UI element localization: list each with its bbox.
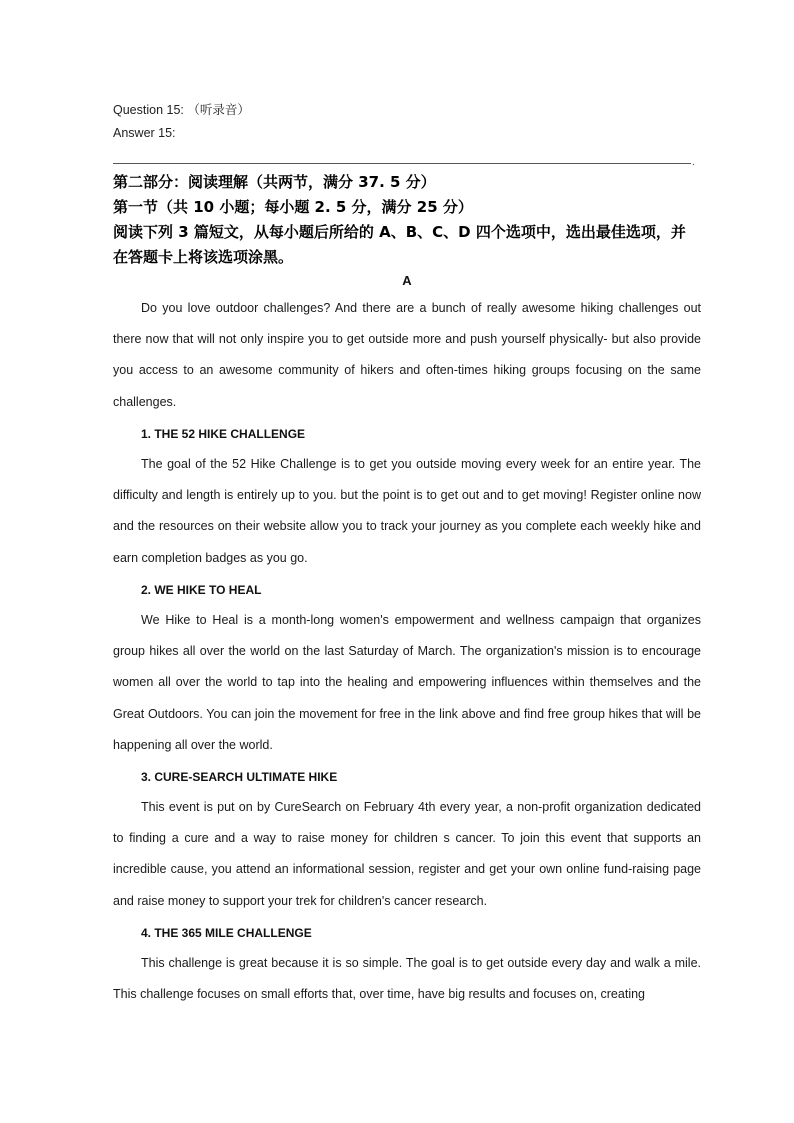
passage-title: A [402,273,412,288]
section-body-hike-to-heal [113,605,701,761]
section-body-text: We Hike to Heal is a month-long women's empowerment and wellness campaign that organizes group hikes all over the world on the last Saturday of March. The organization's mission is to encourage women all over the world to tap into the healing and empowering influences within themselves and the Great Outdoors. You can join the movement for free in the link above and find free group hikes that will be happening all over the world. [113,613,701,752]
section-body-text: This event is put on by CureSearch on February 4th every year, a non-profit organization dedicated to finding a cure and a way to raise money for children s cancer. To join this event that supports an incredible cause, you attend an informational session, register and get your own online fund-raising page and raise money to support your trek for children's cancer research. [113,800,701,908]
section-title-365-mile: 4. THE 365 MILE CHALLENGE [141,926,312,940]
section-title-52-hike: 1. THE 52 HIKE CHALLENGE [141,427,306,441]
answer-blank-line [113,163,691,164]
part-heading: 第二部分：阅读理解（共两节，满分 37. 5 分） [113,173,436,191]
question-label: Question 15: [113,103,184,117]
section-heading: 第一节（共 10 小题；每小题 2. 5 分，满分 25 分） [113,198,473,216]
section-title-hike-to-heal: 2. WE HIKE TO HEAL [141,583,262,597]
section-title-cure-search: 3. CURE-SEARCH ULTIMATE HIKE [141,770,338,784]
section-body-text: This challenge is great because it is so simple. The goal is to get outside every day and walk a mile. This challenge focuses on small efforts that, over time, have big results and focuses on, creating [113,956,701,1002]
section-body-cure-search [113,792,701,917]
instruction-line-2: 在答题卡上将该选项涂黑。 [113,248,294,266]
answer-blank-end: . [692,157,695,168]
passage-intro [113,293,701,418]
question-note: （听录音） [187,103,250,117]
answer-label: Answer 15: [113,126,176,140]
section-body-text: The goal of the 52 Hike Challenge is to get you outside moving every week for an entire year. The difficulty and length is entirely up to you. but the point is to get out and to get moving! Register online now and the resources on their website allow you to track your journey as you complete each weekly hike and earn completion badges as you go. [113,457,701,565]
instruction-line-1: 阅读下列 3 篇短文，从每小题后所给的 A、B、C、D 四个选项中，选出最佳选项，并 [113,223,686,241]
section-body-365-mile [113,948,701,1010]
passage-intro-text: Do you love outdoor challenges? And there are a bunch of really awesome hiking challenges out there now that will not only inspire you to get outside more and push yourself physically- but also provide you access to an awesome community of hikers and often-times hiking groups focusing on the same challenges. [113,301,701,409]
section-body-52-hike [113,449,701,574]
question-line [113,100,250,118]
